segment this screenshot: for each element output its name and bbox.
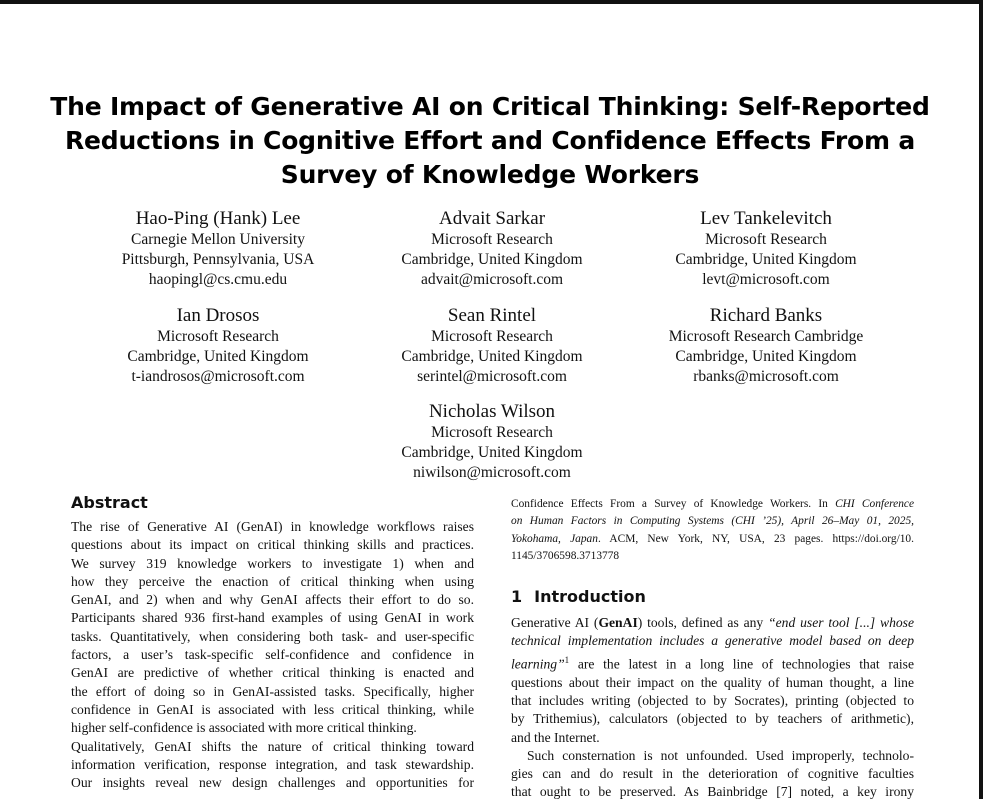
abstract-line: The rise of Generative AI (GenAI) in knowledge workflows raises <box>71 519 474 534</box>
reference-line <box>511 496 914 513</box>
reference-text: Confidence Effects From a Survey of Knowledge Workers. In <box>511 498 836 510</box>
intro-line: that includes writing (objected to by Socrates), printing (objected to <box>511 692 914 708</box>
intro-line: Such consternation is not unfounded. Used improperly, technolo- <box>527 747 914 763</box>
title-line: The Impact of Generative AI on Critical Thinking: Self-Reported <box>50 92 930 121</box>
author-block <box>616 207 916 290</box>
author-affiliation: Microsoft Research <box>431 231 553 248</box>
intro-line <box>511 651 914 674</box>
title-line: Survey of Knowledge Workers <box>280 160 700 189</box>
title-line: Reductions in Cognitive Effort and Confidence Effects From a <box>64 126 916 155</box>
reference-text: . ACM, New York, NY, USA, 23 pages. https://doi.org/10. <box>597 532 914 545</box>
right-column <box>511 496 914 802</box>
reference-line <box>511 513 914 530</box>
reference-line <box>511 531 914 548</box>
author-name: Sean Rintel <box>447 305 537 326</box>
author-name: Lev Tankelevitch <box>700 208 832 229</box>
intro-line <box>511 614 914 632</box>
acm-reference <box>511 496 914 565</box>
author-name: Richard Banks <box>709 305 823 326</box>
author-location: Pittsburgh, Pennsylvania, USA <box>121 251 315 268</box>
abstract-line: Participants shared 936 first-hand examples of using GenAI in work <box>71 610 474 626</box>
section-heading-introduction <box>511 587 914 606</box>
page-frame-right <box>979 0 983 799</box>
author-email: levt@microsoft.com <box>702 271 830 288</box>
intro-quote: “end user tool [...] whose <box>768 615 914 631</box>
section-number: 1 <box>511 587 523 607</box>
intro-text: are the latest in a long line of technologies that raise <box>569 656 914 672</box>
abstract-heading: Abstract <box>71 493 148 512</box>
author-affiliation: Microsoft Research <box>431 328 553 345</box>
intro-text: ) tools, defined as any <box>637 615 769 631</box>
author-block <box>616 304 916 387</box>
author-email: haopingl@cs.cmu.edu <box>148 271 288 288</box>
author-name: Nicholas Wilson <box>428 401 556 422</box>
abstract-line: Our insights reveal new design challenges and opportunities for <box>71 775 474 791</box>
author-email: serintel@microsoft.com <box>417 368 567 385</box>
intro-line: questions about their impact on the quality of human thought, a line <box>511 674 914 690</box>
author-email: rbanks@microsoft.com <box>693 368 839 385</box>
abstract-line: questions about its impact on critical thinking skills and practices. <box>71 537 474 553</box>
abstract-line: confidence in GenAI is associated with less critical thinking, while <box>71 701 474 717</box>
author-email: t-iandrosos@microsoft.com <box>131 368 305 385</box>
author-location: Cambridge, United Kingdom <box>401 348 583 365</box>
author-affiliation: Microsoft Research <box>157 328 279 345</box>
author-affiliation: Microsoft Research <box>705 231 827 248</box>
abstract-line: how they perceive the enaction of critical thinking when using <box>71 573 474 589</box>
author-location: Cambridge, United Kingdom <box>127 348 309 365</box>
intro-paragraph <box>511 614 914 747</box>
abstract-section <box>71 493 474 792</box>
author-location: Cambridge, United Kingdom <box>675 251 857 268</box>
abstract-line: higher self-confidence is associated with more critical thinking. <box>71 720 417 736</box>
abstract-line: tasks. Quantitatively, when considering both task- and user-specific <box>71 628 474 644</box>
author-block <box>342 304 642 387</box>
abstract-line: factors, a user’s task-specific self-confidence and confidence in <box>71 647 474 663</box>
author-block <box>68 304 368 387</box>
intro-line: and the Internet. <box>511 729 600 745</box>
abstract-line: We survey 319 knowledge workers to investigate 1) when and <box>71 555 474 571</box>
abstract-line: GenAI, and 2) when and why GenAI affects their effort to do so. <box>71 592 474 608</box>
page-frame-top <box>0 0 983 4</box>
paper-title <box>40 90 940 192</box>
author-affiliation: Microsoft Research <box>431 424 553 441</box>
abstract-line: GenAI are predictive of whether critical thinking is enacted and <box>71 665 474 681</box>
author-block <box>342 400 642 483</box>
intro-line: by Trithemius), calculators (objected to by teachers of arithmetic), <box>511 711 914 727</box>
author-affiliation: Microsoft Research Cambridge <box>668 328 864 345</box>
intro-line <box>511 632 914 650</box>
intro-quote: technical implementation includes a generative model based on deep <box>511 633 914 649</box>
intro-bold-term: GenAI <box>598 615 638 631</box>
abstract-line: the effort of doing so in GenAI-assisted tasks. Specifically, higher <box>71 683 474 699</box>
author-name: Advait Sarkar <box>438 208 546 229</box>
reference-venue: on Human Factors in Computing Systems (CHI ’25), April 26–May 01, 2025, <box>511 515 914 528</box>
author-block <box>342 207 642 290</box>
reference-venue: CHI Conference <box>835 498 915 510</box>
author-name: Hao-Ping (Hank) Lee <box>135 208 301 229</box>
intro-text: Generative AI ( <box>511 615 599 631</box>
abstract-line: Qualitatively, GenAI shifts the nature of critical thinking toward <box>71 738 474 754</box>
intro-line: that ought to be preserved. As Bainbridge [7] noted, a key irony <box>511 784 914 800</box>
author-name: Ian Drosos <box>176 305 260 326</box>
author-location: Cambridge, United Kingdom <box>675 348 857 365</box>
reference-line: 1145/3706598.3713778 <box>511 549 620 562</box>
author-email: advait@microsoft.com <box>420 271 564 288</box>
footnote-marker[interactable]: 1 <box>564 654 570 665</box>
intro-quote: learning” <box>511 656 565 672</box>
abstract-line: information verification, response integration, and task stewardship. <box>71 756 474 772</box>
reference-venue: Yokohama, Japan <box>511 532 598 545</box>
author-location: Cambridge, United Kingdom <box>401 444 583 461</box>
author-block <box>68 207 368 290</box>
intro-line: gies can and do result in the deterioration of cognitive faculties <box>511 766 914 782</box>
author-email: niwilson@microsoft.com <box>413 464 571 481</box>
intro-paragraph <box>511 747 914 802</box>
author-affiliation: Carnegie Mellon University <box>131 231 305 248</box>
author-location: Cambridge, United Kingdom <box>401 251 583 268</box>
section-title: Introduction <box>534 587 646 607</box>
